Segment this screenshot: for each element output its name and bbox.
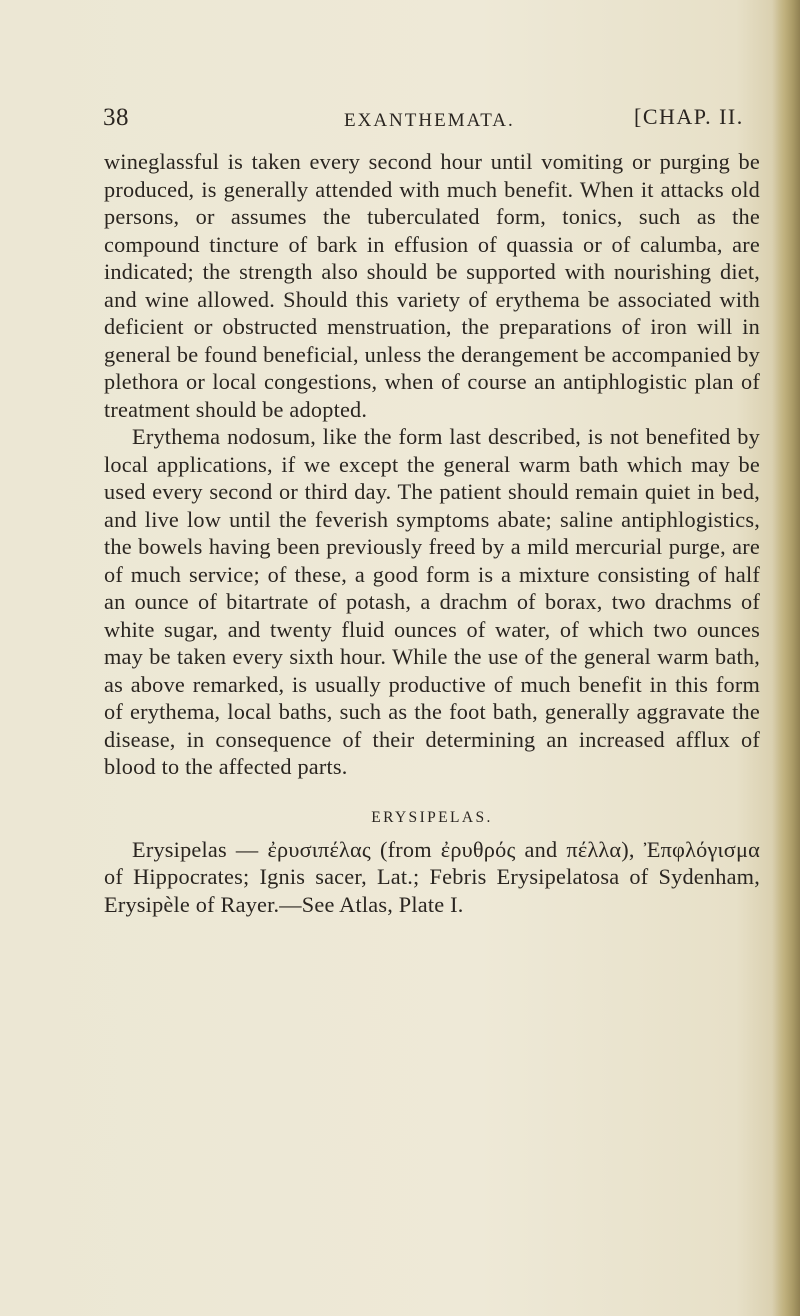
paragraph-continued: wineglassful is taken every second hour until vomiting or purging be produced, is generally attended with much benefit. When it attacks old persons, or assumes the tuberculated form, tonics, such as the compound tincture of bark in effusion of quassia or of calumba, are indicated; the strength also should be supported with nourishing diet, and wine allowed. Should this variety of erythema be associated with deficient or obstructed menstruation, the preparations of iron will in general be found beneficial, unless the derangement be accompanied by plethora or local congestions, when of course an antiphlogistic plan of treatment should be adopted.	[104, 149, 760, 422]
section-heading: ERYSIPELAS.	[371, 808, 493, 826]
page-header	[103, 104, 763, 140]
page-edge-shadow	[772, 0, 800, 1316]
paragraph-erythema-nodosum: Erythema nodosum, like the form last described, is not benefited by local applications, if we except the general warm bath which may be used every second or third day. The patient should remain quiet in bed, and live low until the feverish symptoms abate; saline antiphlogistics, the bowels having been previously freed by a mild mercurial purge, are of much service; of these, a good form is a mixture consisting of half an ounce of bitartrate of potash, a drachm of borax, two drachms of white sugar, and twenty fluid ounces of water, of which two ounces may be taken every sixth hour. While the use of the general warm bath, as above remarked, is usually productive of much benefit in this form of erythema, local baths, such as the foot bath, generally aggravate the disease, in consequence of their determining an increased afflux of blood to the affected parts.	[104, 424, 760, 779]
paragraph-erysipelas: Erysipelas — ἐρυσιπέλας (from ἐρυθρός and πέλλα), Ἐπφλόγισμα of Hippocrates; Ignis sacer, Lat.; Febris Erysipelatosa of Sydenham, Erysipèle of Rayer.—See Atlas, Plate I.	[104, 836, 760, 917]
page-number: 38	[103, 104, 129, 131]
body-text	[104, 148, 760, 918]
chapter-reference: [CHAP. II.	[634, 104, 744, 129]
running-title: EXANTHEMATA.	[344, 110, 515, 131]
